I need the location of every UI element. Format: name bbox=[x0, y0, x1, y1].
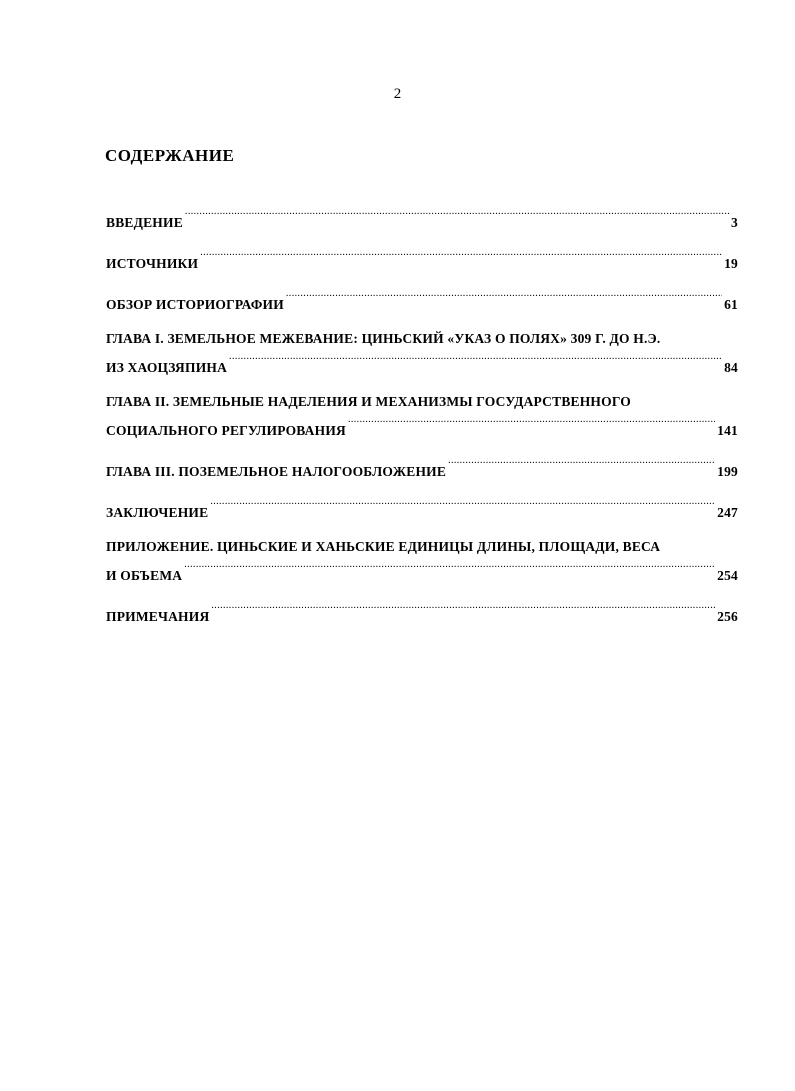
toc-entry-last-line bbox=[106, 495, 738, 524]
toc-entry-line bbox=[106, 536, 738, 558]
toc-entry-page: 199 bbox=[717, 464, 738, 479]
toc-dot-leader bbox=[210, 495, 715, 517]
toc-entry-last-line bbox=[106, 454, 738, 483]
toc-entry-title: ПРИЛОЖЕНИЕ. ЦИНЬСКИЕ И ХАНЬСКИЕ ЕДИНИЦЫ ДЛИНЫ, ПЛОЩАДИ, ВЕСА bbox=[106, 539, 661, 554]
toc-entry-last-line bbox=[106, 413, 738, 442]
toc-dot-leader bbox=[185, 205, 729, 227]
toc-dot-leader bbox=[348, 413, 715, 435]
toc-dot-leader bbox=[229, 350, 722, 372]
toc-entry[interactable] bbox=[106, 287, 738, 316]
toc-dot-leader bbox=[200, 246, 722, 268]
toc-dot-leader bbox=[448, 454, 715, 476]
toc-entry-last-line bbox=[106, 599, 738, 628]
toc-entry-page: 3 bbox=[731, 215, 738, 230]
toc-entry-page: 19 bbox=[724, 256, 738, 271]
toc-entry-page: 247 bbox=[717, 505, 738, 520]
toc-entry-page: 256 bbox=[717, 609, 738, 624]
toc-entry-title: ЗАКЛЮЧЕНИЕ bbox=[106, 505, 209, 520]
toc-entry-last-line bbox=[106, 350, 738, 379]
toc-entry[interactable] bbox=[106, 495, 738, 524]
toc-entry[interactable] bbox=[106, 205, 738, 234]
toc-entry-title: ИСТОЧНИКИ bbox=[106, 256, 199, 271]
toc-entry[interactable] bbox=[106, 391, 738, 442]
toc-entry-title: И ОБЪЕМА bbox=[106, 568, 183, 583]
toc-entry-title: ИЗ ХАОЦЗЯПИНА bbox=[106, 360, 228, 375]
toc-entry[interactable] bbox=[106, 328, 738, 379]
toc-entry-page: 61 bbox=[724, 297, 738, 312]
toc-entry-page: 84 bbox=[724, 360, 738, 375]
toc-dot-leader bbox=[286, 287, 722, 309]
toc-entry-title: ГЛАВА I. ЗЕМЕЛЬНОЕ МЕЖЕВАНИЕ: ЦИНЬСКИЙ «УКАЗ О ПОЛЯХ» 309 Г. ДО Н.Э. bbox=[106, 331, 661, 346]
toc-entry-title: ГЛАВА III. ПОЗЕМЕЛЬНОЕ НАЛОГООБЛОЖЕНИЕ bbox=[106, 464, 447, 479]
toc-dot-leader bbox=[211, 599, 715, 621]
toc-entry-last-line bbox=[106, 558, 738, 587]
toc-entry[interactable] bbox=[106, 599, 738, 628]
table-of-contents bbox=[106, 205, 738, 640]
toc-dot-leader bbox=[184, 558, 715, 580]
toc-entry-page: 254 bbox=[717, 568, 738, 583]
toc-entry-title: СОЦИАЛЬНОГО РЕГУЛИРОВАНИЯ bbox=[106, 423, 346, 438]
toc-entry-title: ГЛАВА II. ЗЕМЕЛЬНЫЕ НАДЕЛЕНИЯ И МЕХАНИЗМЫ ГОСУДАРСТВЕННОГО bbox=[106, 394, 631, 409]
toc-entry-last-line bbox=[106, 205, 738, 234]
toc-entry[interactable] bbox=[106, 246, 738, 275]
toc-entry-title: ВВЕДЕНИЕ bbox=[106, 215, 183, 230]
toc-entry-last-line bbox=[106, 287, 738, 316]
toc-entry-title: ОБЗОР ИСТОРИОГРАФИИ bbox=[106, 297, 284, 312]
toc-entry-page: 141 bbox=[717, 423, 738, 438]
toc-entry[interactable] bbox=[106, 454, 738, 483]
toc-heading: СОДЕРЖАНИЕ bbox=[105, 146, 235, 165]
toc-entry-line bbox=[106, 328, 738, 350]
page-number: 2 bbox=[393, 86, 402, 102]
toc-entry-title: ПРИМЕЧАНИЯ bbox=[106, 609, 210, 624]
toc-entry-line bbox=[106, 391, 738, 413]
toc-entry[interactable] bbox=[106, 536, 738, 587]
toc-entry-last-line bbox=[106, 246, 738, 275]
